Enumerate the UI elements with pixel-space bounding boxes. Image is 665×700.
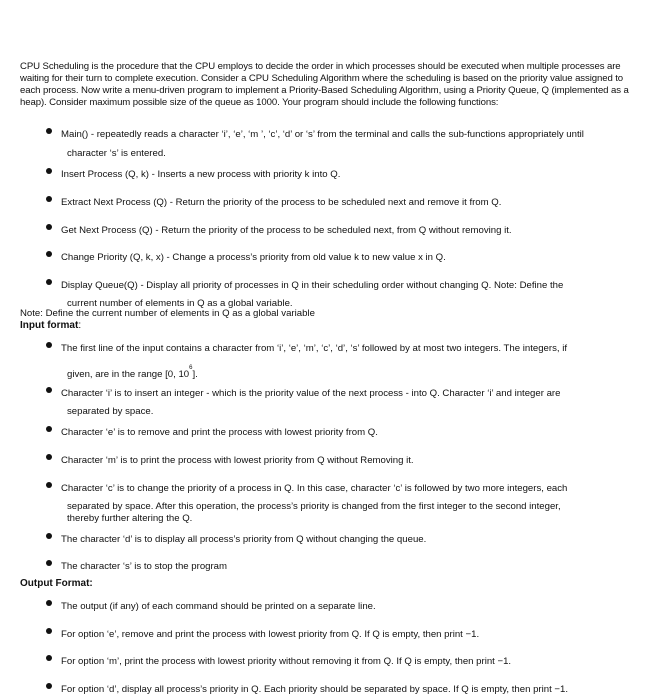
- intro-paragraph: CPU Scheduling is the procedure that the CPU employs to decide the order in which processes should be executed when multiple processes are waiting for their turn to complete execution. Consider a CPU Scheduling Algorithm where the scheduling is based on the priority value assigned to each process. Now write a menu-driven program to implement a Priority-Based Scheduling Algorithm, using a Priority Queue, Q (implemented as a heap). Consider maximum possible size of the queue as 1000. Your program should include the following functions:: [20, 61, 629, 109]
- bullet-icon: [46, 251, 52, 257]
- list-item-text: Character ‘e’ is to remove and print the process with lowest priority from Q.: [61, 427, 378, 438]
- list-item-text: For option ‘d’, display all process’s priority in Q. Each priority should be separated by space. If Q is empty, then print −1.: [61, 684, 569, 695]
- output-format-heading: Output Format:: [20, 578, 93, 589]
- list-item-text: For option ‘e’, remove and print the process with lowest priority from Q. If Q is empty, then print −1.: [61, 629, 480, 640]
- list-item-text: thereby further altering the Q.: [67, 513, 193, 524]
- bullet-icon: [46, 196, 52, 202]
- list-item-text: separated by space.: [67, 406, 154, 417]
- bullet-icon: [46, 168, 52, 174]
- list-item-text: character ‘s’ is entered.: [67, 148, 166, 159]
- list-item-text: given, are in the range [0, $10^6$].: [67, 365, 198, 381]
- bullet-icon: [46, 683, 52, 689]
- list-item-text: Display Queue(Q) - Display all priority of processes in Q in their scheduling order without changing Q. Note: Define the: [61, 280, 564, 291]
- list-item-text: Character ‘c’ is to change the priority of a process in Q. In this case, character ‘c’ is followed by two more integers, each: [61, 483, 568, 494]
- list-item-text: Character ‘i’ is to insert an integer - which is the priority value of the next process - into Q. Character ‘i’ and integer are: [61, 388, 561, 399]
- list-item-text: Main() - repeatedly reads a character ‘i’, ‘e’, ‘m ’, ‘c’, ‘d’ or ‘s’ from the terminal and calls the sub-functions appropriately until: [61, 129, 584, 140]
- list-item-text: current number of elements in Q as a global variable.: [67, 298, 293, 309]
- list-item-text: Change Priority (Q, k, x) - Change a process’s priority from old value k to new value x in Q.: [61, 252, 446, 263]
- list-item-text: Character ‘m’ is to print the process with lowest priority from Q without Removing it.: [61, 455, 414, 466]
- bullet-icon: [46, 628, 52, 634]
- bullet-icon: [46, 279, 52, 285]
- bullet-icon: [46, 426, 52, 432]
- bullet-icon: [46, 655, 52, 661]
- list-item-text: Insert Process (Q, k) - Inserts a new process with priority k into Q.: [61, 169, 341, 180]
- list-item-text: The output (if any) of each command should be printed on a separate line.: [61, 601, 376, 612]
- list-item-text: Get Next Process (Q) - Return the priority of the process to be scheduled next, from Q without removing it.: [61, 225, 512, 236]
- bullet-icon: [46, 454, 52, 460]
- input-format-heading: Input format:: [20, 320, 82, 331]
- bullet-icon: [46, 128, 52, 134]
- note-line: Note: Define the current number of elements in Q as a global variable: [20, 308, 315, 319]
- list-item-text: The first line of the input contains a character from ‘i’, ‘e’, ‘m’, ‘c’, ‘d’, ‘s’ followed by at most two integers. The integers, if: [61, 343, 568, 354]
- bullet-icon: [46, 560, 52, 566]
- bullet-icon: [46, 533, 52, 539]
- bullet-icon: [46, 482, 52, 488]
- bullet-icon: [46, 387, 52, 393]
- list-item-text: The character ‘s’ is to stop the program: [61, 561, 228, 572]
- bullet-icon: [46, 342, 52, 348]
- list-item-text: For option ‘m’, print the process with lowest priority without removing it from Q. If Q is empty, then print −1.: [61, 656, 512, 667]
- list-item-text: The character ‘d’ is to display all process’s priority from Q without changing the queue.: [61, 534, 427, 545]
- list-item-text: separated by space. After this operation, the process’s priority is changed from the first integer to the second integer,: [67, 501, 561, 512]
- bullet-icon: [46, 600, 52, 606]
- list-item-text: Extract Next Process (Q) - Return the priority of the process to be scheduled next and remove it from Q.: [61, 197, 502, 208]
- bullet-icon: [46, 224, 52, 230]
